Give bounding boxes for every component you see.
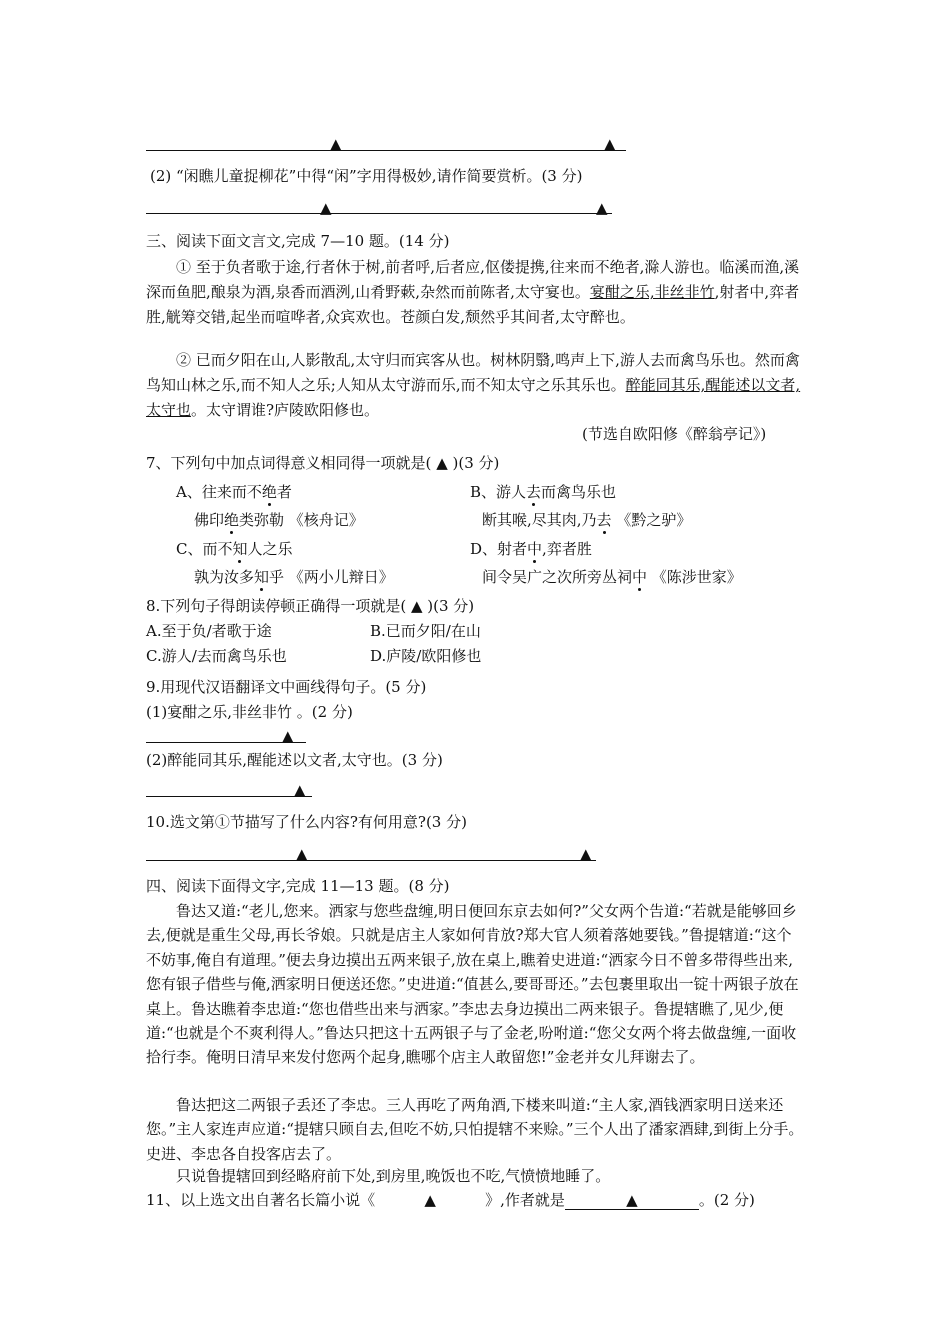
paragraph-text: ,射者中,弈者胜,觥筹交错,起坐而喧哗者,众宾欢也。苍颜白发,颓然乎其间者,太守醉也。 — [146, 283, 800, 326]
answer-line-q2[interactable] — [146, 213, 612, 214]
underlined-sentence-2: 醉能同其乐,醒能述以文者,太守也 — [146, 376, 801, 419]
question-9-stem: 9.用现代汉语翻译文中画线得句子。(5 分) — [146, 678, 427, 696]
answer-mark: ▲ — [296, 845, 308, 863]
option-d-line-2: 间令吴广之次所旁丛祠中 《陈涉世家》 — [482, 568, 742, 586]
answer-mark: ▲ — [320, 199, 332, 217]
option-b-line-1[interactable]: B、游人去而禽鸟乐也 — [470, 483, 617, 501]
answer-mark: ▲ — [330, 135, 342, 153]
question-8-stem — [146, 595, 474, 616]
option-d-line-1[interactable]: D、射者中,弈者胜 — [470, 540, 592, 558]
dotted-character: 绝 — [261, 483, 277, 501]
option-a-line-2: 佛印绝类弥勒 《核舟记》 — [194, 511, 364, 529]
dotted-character: 去 — [596, 511, 612, 529]
answer-mark: ▲ — [294, 781, 306, 799]
answer-mark[interactable]: ▲ — [436, 454, 448, 472]
novel-excerpt-paragraph-2: 鲁达把这二两银子丢还了李忠。三人再吃了两角酒,下楼来叫道:“主人家,酒钱洒家明日送来还您。”主人家连声应道:“提辖只顾自去,但吃不妨,只怕提辖不来赊。”三个人出了潘家酒肆,到街上分手。史进、李忠各自投客店去了。 — [146, 1096, 804, 1163]
question-9-item-1: (1)宴酣之乐,非丝非竹 。(2 分) — [146, 703, 353, 721]
answer-line-top[interactable] — [146, 150, 626, 151]
section-4-heading: 四、阅读下面得文字,完成 11—13 题。(8 分) — [146, 877, 450, 895]
paragraph-text: ① 至于负者歌于途,行者休于树,前者呼,后者应,伛偻提携,往来而不绝者,滁人游也。临溪而渔,溪深而鱼肥,酿泉为酒,泉香而酒洌,山肴野蔌,杂然而前陈者,太守宴也。 — [146, 258, 800, 301]
blank-author[interactable]: ▲ — [565, 1191, 699, 1210]
option-b-line-2: 断其喉,尽其肉,乃去 《黔之驴》 — [482, 511, 692, 529]
answer-mark: ▲ — [604, 135, 616, 153]
paragraph-text: ② 已而夕阳在山,人影散乱,太守归而宾客从也。树林阴翳,鸣声上下,游人去而禽鸟乐也。然而禽鸟知山林之乐,而不知人之乐;人知从太守游而乐,而不知太守之乐其乐也。 — [146, 351, 800, 394]
question-2-text: (2) “闲瞧儿童捉柳花”中得“闲”字用得极妙,请作简要赏析。(3 分) — [150, 167, 583, 185]
stem-text: 。(2 分) — [698, 1191, 755, 1209]
option-c-line-2: 孰为汝多知乎 《两小儿辩日》 — [194, 568, 394, 586]
underlined-sentence-1: 宴酣之乐,非丝非竹 — [589, 283, 715, 301]
stem-text: 8.下列句子得朗读停顿正确得一项就是( — [146, 597, 407, 615]
source-citation: (节选自欧阳修《醉翁亭记》) — [582, 425, 767, 443]
answer-line-q10[interactable] — [146, 860, 596, 861]
novel-excerpt-paragraph-1: 鲁达又道:“老儿,您来。洒家与您些盘缠,明日便回东京去如何?”父女两个告道:“若就是能够回乡去,便就是重生父母,再长爷娘。只就是店主人家如何肯放?郑大官人须着落她要钱。”鲁提辖道:“这个不妨事,俺自有道理。”便去身边摸出五两来银子,放在桌上,瞧着史进道:“洒家今日不曾多带得些出来,您有银子借些与俺,洒家明日便送还您。”史进道:“值甚么,要哥哥还。”去包裹里取出一锭十两银子放在桌上。鲁达瞧着李忠道:“您也借些出来与洒家。”李忠去身边摸出二两来银子。鲁提辖瞧了,见少,便道:“也就是个不爽利得人。”鲁达只把这十五两银子与了金老,吩咐道:“您父女两个将去做盘缠,一面收拾行李。俺明日清早来发付您两个起身,瞧哪个店主人敢留您!”金老并女儿拜谢去了。 — [146, 902, 799, 1067]
stem-text: 》,作者就是 — [485, 1191, 565, 1209]
answer-mark: ▲ — [580, 845, 592, 863]
q8-option-b[interactable]: B.已而夕阳/在山 — [370, 622, 481, 640]
stem-text: )(3 分) — [452, 454, 500, 472]
section-3-heading: 三、阅读下面文言文,完成 7—10 题。(14 分) — [146, 232, 450, 250]
option-a-line-1[interactable]: A、往来而不绝者 — [176, 483, 292, 501]
q8-option-a[interactable]: A.至于负/者歌于途 — [146, 622, 272, 640]
paragraph-text: 。太守谓谁?庐陵欧阳修也。 — [191, 401, 380, 419]
blank-novel-title[interactable]: ▲ — [424, 1191, 436, 1209]
option-c-line-1[interactable]: C、而不知人之乐 — [176, 540, 293, 558]
answer-line-q9-2[interactable] — [146, 796, 312, 797]
answer-mark: ▲ — [596, 199, 608, 217]
stem-text: 7、下列句中加点词得意义相同得一项就是( — [146, 454, 432, 472]
stem-text: 11、以上选文出自著名长篇小说《 — [146, 1191, 376, 1209]
classical-text-paragraph-1 — [146, 255, 806, 330]
dotted-character: 知 — [232, 540, 248, 558]
dotted-character: 绝 — [224, 511, 240, 529]
q8-option-d[interactable]: D.庐陵/欧阳修也 — [370, 647, 482, 665]
question-9-item-2: (2)醉能同其乐,醒能述以文者,太守也。(3 分) — [146, 751, 443, 769]
answer-mark: ▲ — [282, 727, 294, 745]
stem-text: )(3 分) — [427, 597, 475, 615]
dotted-character: 去 — [526, 483, 542, 501]
dotted-character: 知 — [254, 568, 270, 586]
question-7-stem — [146, 452, 499, 473]
question-11-stem — [146, 1189, 755, 1210]
classical-text-paragraph-2 — [146, 348, 806, 423]
q8-option-c[interactable]: C.游人/去而禽鸟乐也 — [146, 647, 287, 665]
question-10-stem: 10.选文第①节描写了什么内容?有何用意?(3 分) — [146, 813, 467, 831]
answer-mark[interactable]: ▲ — [410, 597, 423, 615]
dotted-character: 中 — [632, 568, 648, 586]
dotted-character: 中 — [527, 540, 543, 558]
novel-excerpt-paragraph-3: 只说鲁提辖回到经略府前下处,到房里,晚饭也不吃,气愤愤地睡了。 — [176, 1167, 611, 1185]
